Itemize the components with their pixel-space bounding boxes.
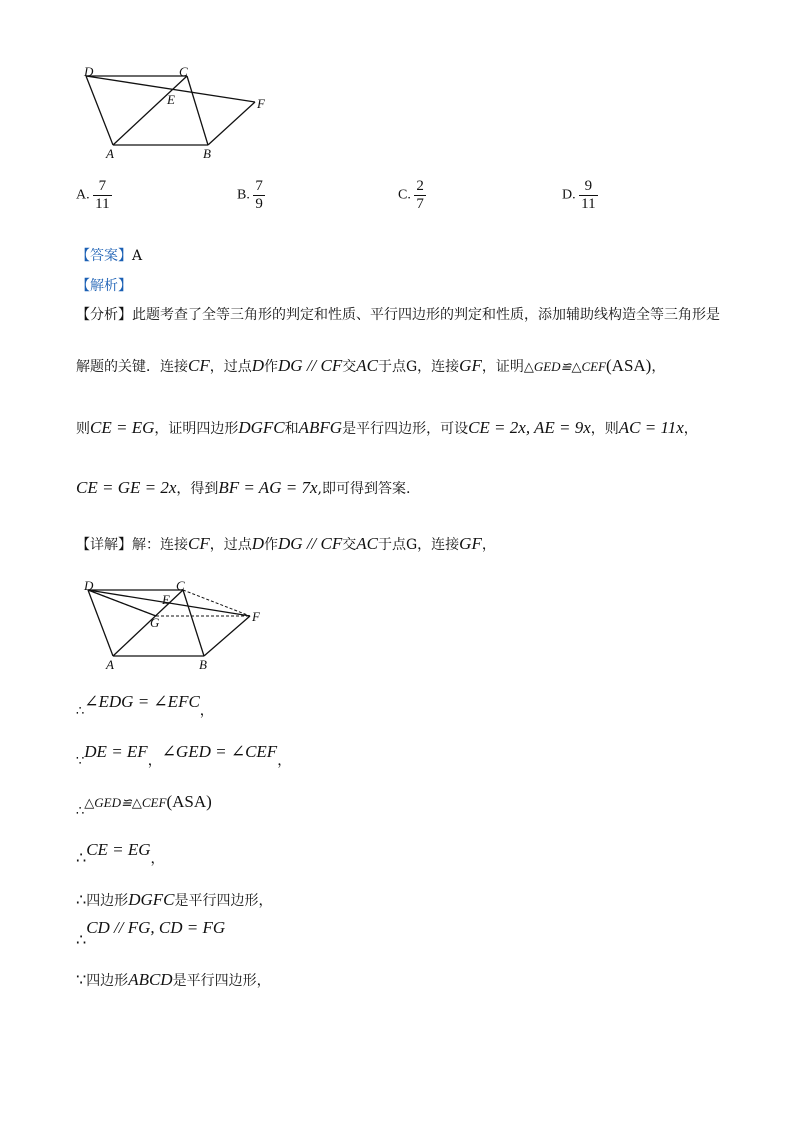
option-b-letter: B.: [237, 187, 250, 203]
step-4: [76, 840, 165, 867]
step-math: ∠GED = ∠CEF: [161, 742, 278, 761]
step-text: 四边形: [86, 893, 129, 909]
fenxi-text: 作: [264, 359, 279, 375]
step-text: ，: [277, 753, 292, 769]
fig2-label-G: G: [150, 615, 160, 630]
detail-text: ，过点: [209, 537, 252, 553]
step-2: [76, 742, 292, 769]
fig2-label-F: F: [252, 609, 260, 624]
step-math: ∠EDG = ∠EFC: [84, 692, 200, 711]
step-text: 是平行四边形，: [174, 893, 273, 909]
fenxi-line-4: [76, 478, 410, 499]
fenxi-text: 交: [342, 359, 357, 375]
fenxi-text: 则: [76, 421, 90, 437]
option-c: [398, 178, 426, 213]
step-text: ，: [150, 851, 165, 867]
math-congruence: △GED≌△CEF: [523, 359, 607, 374]
math-ac-11x: AC = 11x: [618, 418, 684, 437]
step-math: CD // FG, CD = FG: [86, 918, 226, 937]
fenxi-tag: 【分析】: [76, 307, 132, 323]
fig1-label-B: B: [203, 146, 211, 161]
fenxi-text: 是平行四边形，可设: [342, 421, 469, 437]
step-text: 四边形: [86, 973, 129, 989]
math-dg-parallel-cf: DG // CF: [278, 356, 343, 375]
math-gf: GF: [459, 356, 482, 375]
fenxi-line-3: [76, 418, 698, 439]
step-math: ABCD: [128, 970, 173, 989]
option-d-fraction: $\frac{9}{11}$: [581, 178, 596, 212]
math-dgfc: DGFC: [238, 418, 285, 437]
answer-tag: 【答案】: [76, 248, 132, 264]
fenxi-text: 解题的关键．连接: [76, 359, 188, 375]
math-ac: AC: [356, 534, 378, 553]
step-3: [76, 792, 212, 819]
fenxi-text: ，则: [590, 421, 619, 437]
fig2-label-E: E: [162, 592, 170, 607]
math-cf: CF: [188, 534, 210, 553]
fenxi-text: ，证明四边形: [154, 421, 239, 437]
detail-text: 于点G，连接: [377, 537, 460, 553]
step-math: DGFC: [128, 890, 175, 909]
fig1-label-D: D: [84, 64, 94, 79]
fenxi-text: ,即可得到答案.: [317, 481, 411, 497]
detail-tag: 【详解】: [76, 537, 132, 553]
math-dg-parallel-cf: DG // CF: [278, 534, 343, 553]
step-math-asa: (ASA): [166, 792, 212, 811]
fig1-label-F: F: [257, 96, 265, 111]
math-ac: AC: [356, 356, 378, 375]
answer-line: [76, 246, 142, 266]
therefore-symbol: ∴: [76, 804, 85, 819]
fenxi-text-1: 此题考查了全等三角形的判定和性质、平行四边形的判定和性质，添加辅助线构造全等三角形是: [132, 307, 720, 323]
fig2-label-D: D: [84, 578, 94, 593]
math-asa: (ASA): [606, 356, 652, 375]
detail-text: ，: [481, 537, 496, 553]
fenxi-text: ，: [651, 359, 666, 375]
step-math: CE = EG: [86, 840, 151, 859]
step-math: △GED≌△CEF: [84, 795, 167, 810]
fig1-label-E: E: [167, 92, 175, 107]
option-d: [562, 178, 598, 213]
because-symbol: ∵: [76, 970, 87, 989]
fenxi-text: ，: [683, 421, 698, 437]
answer-value: A: [132, 248, 143, 264]
step-5: [76, 890, 272, 911]
option-b-fraction: $\frac{7}{9}$: [255, 178, 263, 212]
detail-text: 交: [342, 537, 357, 553]
math-ce-ge-2x: CE = GE = 2x: [76, 478, 177, 497]
option-a-fraction: $\frac{7}{11}$: [95, 178, 110, 212]
fig2-label-C: C: [176, 578, 185, 593]
fenxi-text: ，过点: [209, 359, 252, 375]
detail-line-1: [76, 534, 496, 555]
fenxi-text: 于点G，连接: [377, 359, 460, 375]
fenxi-line-2: [76, 356, 665, 377]
math-d: D: [251, 356, 265, 375]
therefore-symbol: ∴: [76, 930, 87, 949]
therefore-symbol: ∴: [76, 848, 87, 867]
analysis-line: [76, 276, 132, 296]
math-gf: GF: [459, 534, 482, 553]
because-symbol: ∵: [76, 754, 85, 769]
step-text: 是平行四边形，: [172, 973, 271, 989]
option-d-letter: D.: [562, 187, 576, 203]
option-b: [237, 178, 265, 213]
fig1-label-A: A: [106, 146, 114, 161]
fenxi-text: ，得到: [176, 481, 219, 497]
math-ce-eq-eg: CE = EG: [90, 418, 155, 437]
option-c-fraction: $\frac{2}{7}$: [416, 178, 424, 212]
analysis-tag: 【解析】: [76, 278, 132, 294]
detail-text: 解：连接: [132, 537, 188, 553]
math-abfg: ABFG: [298, 418, 343, 437]
math-set-x: CE = 2x, AE = 9x: [468, 418, 591, 437]
math-cf: CF: [188, 356, 210, 375]
step-7: [76, 970, 271, 991]
step-text: ，: [147, 753, 162, 769]
fig1-label-C: C: [179, 64, 188, 79]
fenxi-text: ，证明: [481, 359, 524, 375]
step-6: [76, 918, 226, 949]
math-d: D: [251, 534, 265, 553]
option-a: [76, 178, 112, 213]
therefore-symbol: ∴: [76, 704, 85, 719]
fig2-label-B: B: [199, 657, 207, 672]
detail-text: 作: [264, 537, 279, 553]
step-1: [76, 692, 214, 719]
step-math: DE = EF: [84, 742, 148, 761]
option-a-letter: A.: [76, 187, 90, 203]
fenxi-line-1: [76, 305, 720, 325]
fenxi-text: 和: [284, 421, 299, 437]
therefore-symbol: ∴: [76, 890, 87, 909]
math-bf-ag-7x: BF = AG = 7x: [218, 478, 318, 497]
step-text: ，: [199, 703, 214, 719]
option-c-letter: C.: [398, 187, 411, 203]
fig2-label-A: A: [106, 657, 114, 672]
